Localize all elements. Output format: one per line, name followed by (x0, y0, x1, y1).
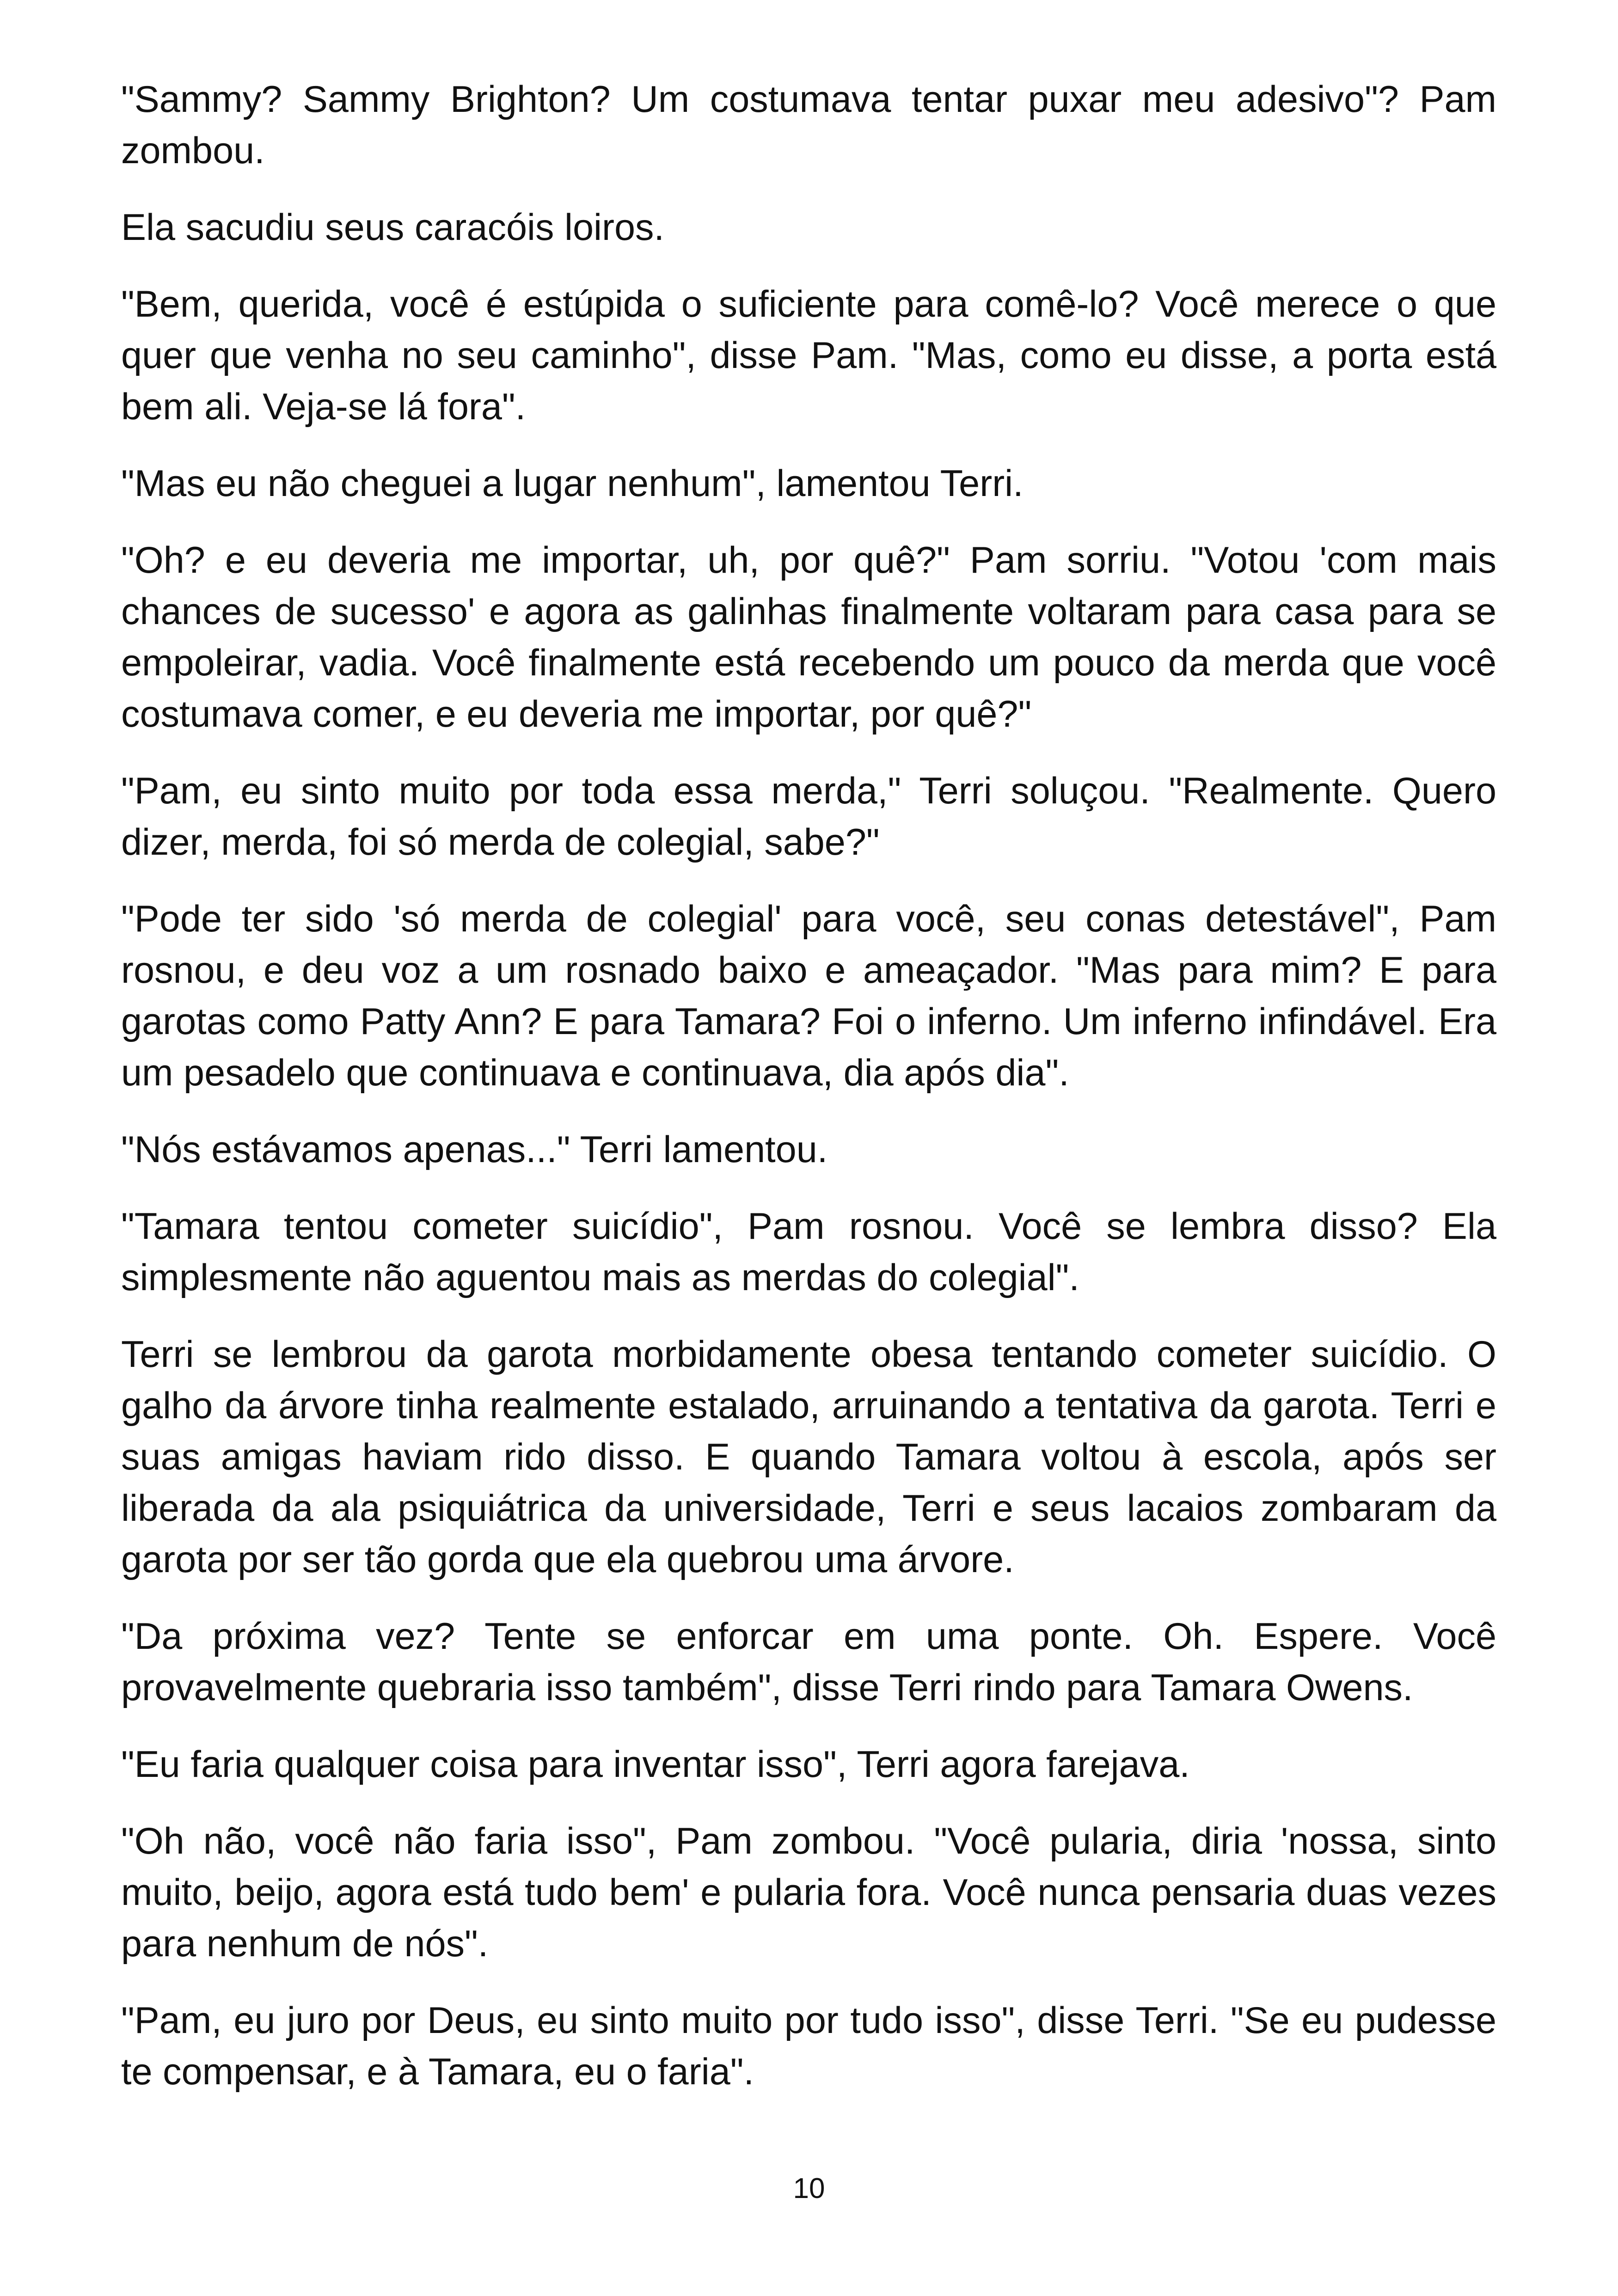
paragraph: "Tamara tentou cometer suicídio", Pam rosnou. Você se lembra disso? Ela simplesmente não aguentou mais as merdas do colegial". (121, 1206, 1496, 1298)
paragraph: Ela sacudiu seus caracóis loiros. (121, 207, 665, 248)
paragraph: "Sammy? Sammy Brighton? Um costumava tentar puxar meu adesivo"? Pam zombou. (121, 79, 1496, 171)
paragraph: "Pam, eu sinto muito por toda essa merda," Terri soluçou. "Realmente. Quero dizer, merda, foi só merda de colegial, sabe?" (121, 770, 1496, 863)
paragraph: "Pam, eu juro por Deus, eu sinto muito por tudo isso", disse Terri. "Se eu pudesse te compensar, e à Tamara, eu o faria". (121, 2000, 1496, 2093)
paragraph: "Oh? e eu deveria me importar, uh, por quê?" Pam sorriu. "Votou 'com mais chances de sucesso' e agora as galinhas finalmente voltaram para casa para se empoleirar, vadia. Você finalmente está recebendo um pouco da merda que você costumava comer, e eu deveria me importar, por quê?" (121, 539, 1496, 735)
paragraph: "Pode ter sido 'só merda de colegial' para você, seu conas detestável", Pam rosnou, e deu voz a um rosnado baixo e ameaçador. "Mas para mim? E para garotas como Patty Ann? E para Tamara? Foi o inferno. Um inferno infindável. Era um pesadelo que continuava e continuava, dia após dia". (121, 898, 1496, 1094)
paragraph: Terri se lembrou da garota morbidamente obesa tentando cometer suicídio. O galho da árvore tinha realmente estalado, arruinando a tentativa da garota. Terri e suas amigas haviam rido disso. E quando Tamara voltou à escola, após ser liberada da ala psiquiátrica da universidade, Terri e seus lacaios zombaram da garota por ser tão gorda que ela quebrou uma árvore. (121, 1334, 1496, 1580)
page-body (121, 74, 1496, 2123)
paragraph: "Mas eu não cheguei a lugar nenhum", lamentou Terri. (121, 463, 1024, 504)
paragraph: "Oh não, você não faria isso", Pam zombou. "Você pularia, diria 'nossa, sinto muito, beijo, agora está tudo bem' e pularia fora. Você nunca pensaria duas vezes para nenhum de nós". (121, 1820, 1496, 1965)
paragraph: "Da próxima vez? Tente se enforcar em uma ponte. Oh. Espere. Você provavelmente quebraria isso também", disse Terri rindo para Tamara Owens. (121, 1616, 1496, 1708)
page-number: 10 (793, 2173, 825, 2204)
paragraph: "Bem, querida, você é estúpida o suficiente para comê-lo? Você merece o que quer que venha no seu caminho", disse Pam. "Mas, como eu disse, a porta está bem ali. Veja-se lá fora". (121, 283, 1496, 428)
paragraph: "Eu faria qualquer coisa para inventar isso", Terri agora farejava. (121, 1744, 1190, 1785)
paragraph: "Nós estávamos apenas..." Terri lamentou. (121, 1129, 828, 1170)
